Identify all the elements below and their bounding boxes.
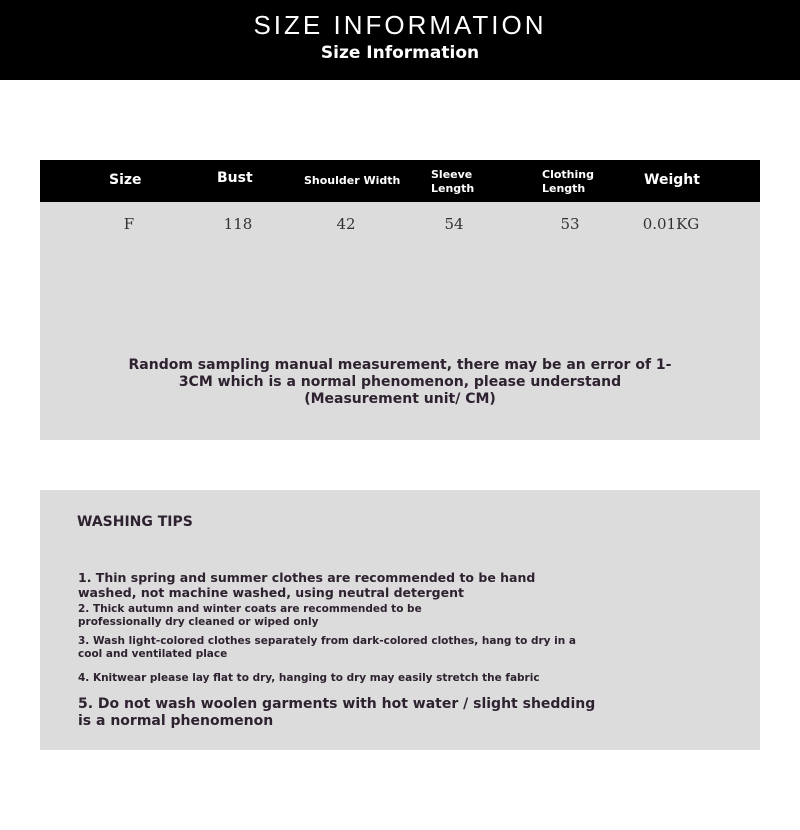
cell-bust: 118: [223, 215, 253, 233]
cell-shoulder-width: 42: [336, 215, 356, 233]
washing-tips-panel: [40, 490, 760, 750]
washing-tip-3: 3. Wash light-colored clothes separately from dark-colored clothes, hang to dry in a cool and ventilated place: [78, 635, 576, 660]
size-table-header: [40, 160, 760, 202]
cell-clothing-length: 53: [560, 215, 580, 233]
washing-tip-2: 2. Thick autumn and winter coats are recommended to be professionally dry cleaned or wiped only: [78, 603, 422, 628]
size-table-body: [40, 202, 760, 440]
header-shoulder-width: Shoulder Width: [304, 174, 401, 187]
header-size: Size: [109, 172, 142, 188]
header-bust: Bust: [217, 170, 253, 186]
washing-tip-5: 5. Do not wash woolen garments with hot water / slight shedding is a normal phenomenon: [78, 696, 596, 729]
measurement-note: Random sampling manual measurement, there may be an error of 1-3CM which is a normal phenomenon, please understand (Measurement unit/ CM): [128, 357, 672, 407]
cell-size: F: [123, 215, 135, 233]
banner-title: SIZE INFORMATION: [253, 10, 547, 40]
cell-sleeve-length: 54: [444, 215, 464, 233]
cell-weight: 0.01KG: [642, 215, 700, 233]
washing-tip-1: 1. Thin spring and summer clothes are recommended to be hand washed, not machine washed, using neutral detergent: [78, 570, 536, 600]
size-information-banner: [0, 0, 800, 80]
banner-subtitle: Size Information: [320, 43, 480, 63]
washing-tip-4: 4. Knitwear please lay flat to dry, hanging to dry may easily stretch the fabric: [78, 672, 540, 684]
header-sleeve-length: Sleeve Length: [431, 168, 475, 195]
header-weight: Weight: [644, 172, 700, 188]
header-clothing-length: Clothing Length: [542, 168, 594, 195]
washing-tips-title: WASHING TIPS: [77, 514, 193, 530]
